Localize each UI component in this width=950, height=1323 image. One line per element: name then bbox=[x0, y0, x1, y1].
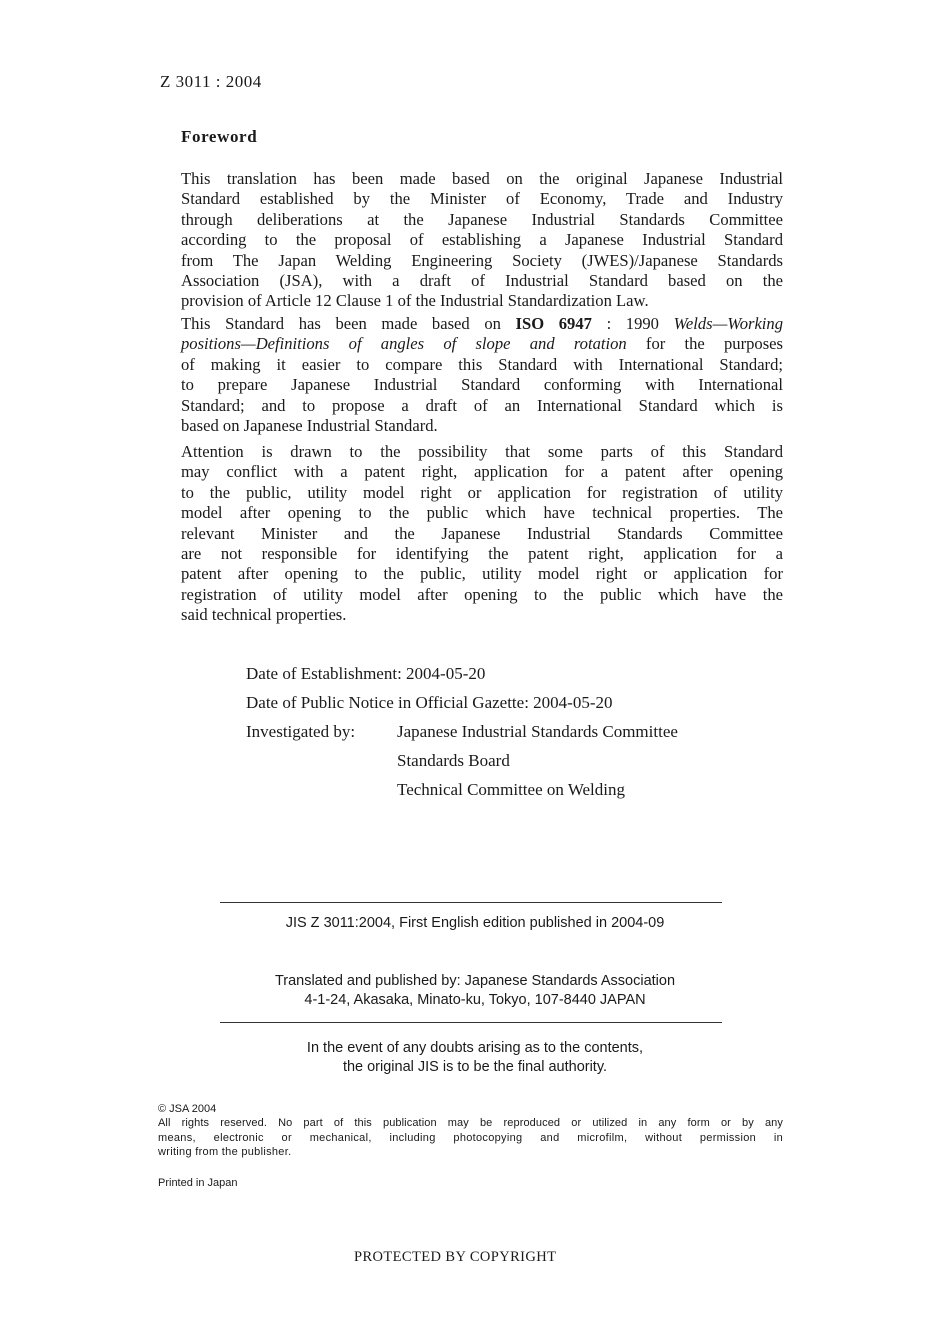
copyright-holder: © JSA 2004 bbox=[158, 1103, 217, 1115]
paragraph-line: said technical properties. bbox=[181, 605, 347, 625]
divider-top bbox=[220, 902, 722, 903]
investigated-by-label: Investigated by: bbox=[246, 722, 356, 741]
paragraph-line: to the public, utility model right or application for registration of utility bbox=[181, 482, 783, 502]
publisher-label: Translated and published by: bbox=[274, 973, 461, 989]
public-notice-date: Date of Public Notice in Official Gazette: 2004-05-20 bbox=[246, 693, 613, 712]
foreword-heading: Foreword bbox=[181, 127, 258, 146]
paragraph-line: relevant Minister and the Japanese Industrial Standards Committee bbox=[181, 523, 783, 543]
iso-reference: ISO 6947 bbox=[515, 314, 592, 333]
paragraph-line: from The Japan Welding Engineering Society (JWES)/Japanese Standards bbox=[181, 250, 783, 270]
foreword-paragraph-3 bbox=[181, 442, 783, 626]
copyright-notice bbox=[158, 1116, 783, 1160]
protected-by-copyright: PROTECTED BY COPYRIGHT bbox=[354, 1249, 557, 1265]
iso-title-part: positions—Definitions of angles of slope and rotation bbox=[181, 334, 627, 354]
paragraph-line: to prepare Japanese Industrial Standard conforming with International bbox=[181, 375, 783, 395]
paragraph-line: of making it easier to compare this Standard with International Standard; bbox=[181, 354, 783, 374]
foreword-paragraph-2 bbox=[181, 314, 783, 436]
paragraph-line: This translation has been made based on the original Japanese Industrial bbox=[181, 169, 783, 188]
divider-bottom bbox=[220, 1022, 722, 1023]
text-run: This Standard has been made based on bbox=[181, 314, 516, 333]
notice-line: the original JIS is to be the final authority. bbox=[342, 1059, 608, 1075]
copyright-line: writing from the publisher. bbox=[158, 1146, 292, 1158]
publisher-line bbox=[160, 973, 790, 989]
establishment-date: Date of Establishment: 2004-05-20 bbox=[246, 664, 486, 683]
notice-line: In the event of any doubts arising as to the contents, bbox=[306, 1040, 644, 1056]
paragraph-line: according to the proposal of establishing a Japanese Industrial Standard bbox=[181, 230, 783, 250]
paragraph-line: Association (JSA), with a draft of Industrial Standard based on the bbox=[181, 271, 783, 291]
paragraph-line: Standard established by the Minister of Economy, Trade and Industry bbox=[181, 189, 783, 209]
standard-code: Z 3011 : 2004 bbox=[160, 72, 262, 91]
paragraph-line: through deliberations at the Japanese Industrial Standards Committee bbox=[181, 209, 783, 229]
foreword-paragraph-1 bbox=[181, 169, 783, 312]
paragraph-line: model after opening to the public which have technical properties. The bbox=[181, 503, 783, 523]
printed-in: Printed in Japan bbox=[158, 1177, 238, 1189]
investigator-line: Standards Board bbox=[397, 751, 510, 770]
investigator-line: Japanese Industrial Standards Committee bbox=[397, 722, 678, 741]
copyright-line: means, electronic or mechanical, including photocopying and microfilm, without permission in bbox=[158, 1131, 783, 1144]
paragraph-line bbox=[181, 314, 783, 334]
investigator-line: Technical Committee on Welding bbox=[397, 780, 625, 799]
text-run: : 1990 bbox=[591, 314, 674, 333]
paragraph-line: Standard; and to propose a draft of an International Standard which is bbox=[181, 395, 783, 415]
publisher-name: Japanese Standards Association bbox=[464, 973, 676, 989]
paragraph-line: Attention is drawn to the possibility that some parts of this Standard bbox=[181, 442, 783, 461]
copyright-line: All rights reserved. No part of this publication may be reproduced or utilized in any form or by any bbox=[158, 1117, 783, 1129]
edition-line: JIS Z 3011:2004, First English edition published in 2004-09 bbox=[285, 915, 665, 931]
paragraph-line: may conflict with a patent right, application for a patent after opening bbox=[181, 462, 783, 482]
iso-title-part: Welds—Working bbox=[673, 314, 784, 333]
paragraph-line: based on Japanese Industrial Standard. bbox=[181, 416, 438, 436]
text-run: for the purposes bbox=[626, 334, 783, 354]
paragraph-line bbox=[181, 334, 783, 354]
paragraph-line: provision of Article 12 Clause 1 of the Industrial Standardization Law. bbox=[181, 291, 649, 311]
paragraph-line: registration of utility model after opening to the public which have the bbox=[181, 584, 783, 604]
paragraph-line: are not responsible for identifying the patent right, application for a bbox=[181, 544, 783, 564]
publisher-address: 4-1-24, Akasaka, Minato-ku, Tokyo, 107-8440 JAPAN bbox=[304, 992, 646, 1008]
paragraph-line: patent after opening to the public, utility model right or application for bbox=[181, 564, 783, 584]
